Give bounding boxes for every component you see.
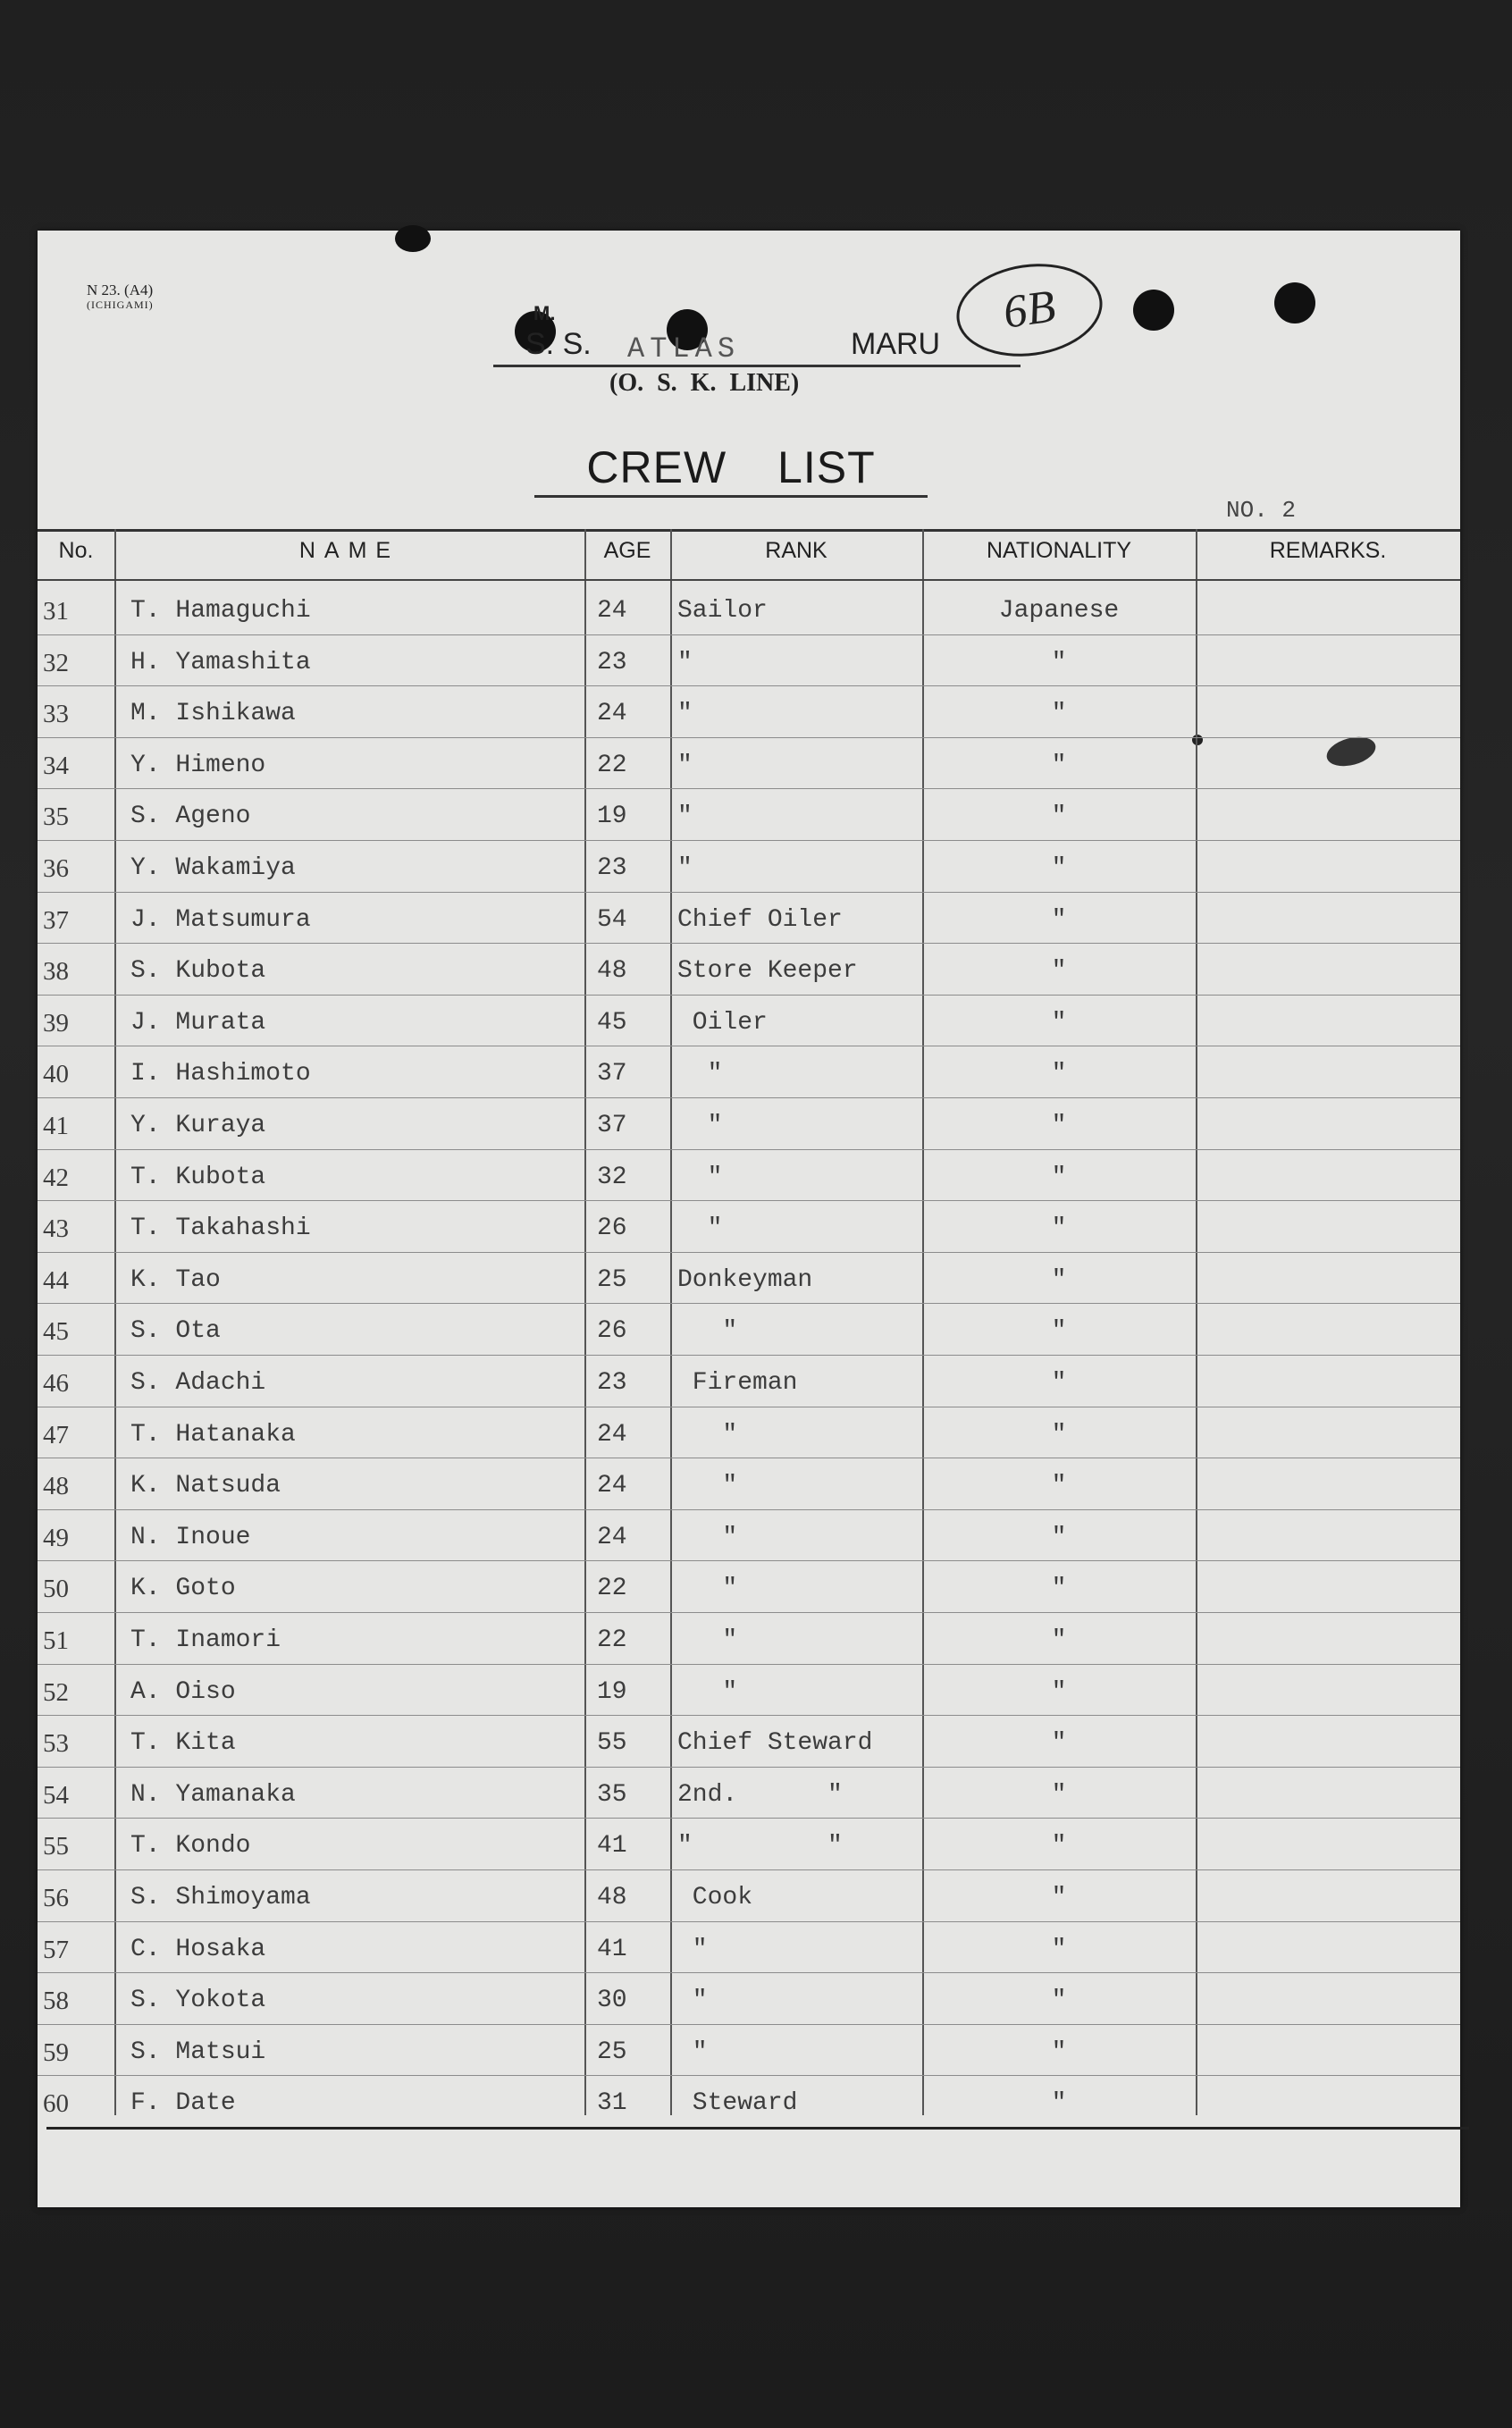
crew-name: S. Yokota: [130, 1987, 266, 2015]
crew-nationality: ": [1051, 2037, 1067, 2066]
crew-name: S. Adachi: [130, 1369, 266, 1397]
crew-age: 25: [597, 1265, 627, 1294]
crew-nationality: ": [1051, 1420, 1067, 1449]
crew-name: S. Ageno: [130, 802, 251, 831]
row-number: 58: [43, 1987, 69, 2016]
crew-age: 26: [597, 1317, 627, 1346]
crew-nationality: ": [1051, 802, 1067, 831]
crew-nationality: ": [1051, 1163, 1067, 1191]
crew-name: N. Inoue: [130, 1523, 251, 1551]
row-number: 51: [43, 1626, 69, 1655]
row-number: 46: [43, 1369, 69, 1398]
crew-nationality: ": [1051, 1729, 1067, 1758]
crew-rank: " ": [677, 1832, 843, 1861]
table-top-rule: [38, 529, 1460, 532]
row-rule: [46, 2127, 1469, 2130]
crew-age: 22: [597, 1626, 627, 1654]
crew-rank: Cook: [677, 1884, 753, 1911]
header-nationality: NATIONALITY: [986, 538, 1132, 563]
row-number: 56: [43, 1884, 69, 1912]
crew-rank: Store Keeper: [677, 957, 858, 986]
crew-nationality: ": [1051, 751, 1067, 779]
crew-nationality: ": [1051, 1884, 1067, 1911]
row-number: 41: [43, 1112, 69, 1140]
crew-rank: ": [677, 1112, 723, 1139]
row-rule: [38, 2024, 1460, 2025]
ship-name: ATLAS: [627, 332, 741, 365]
row-rule: [38, 1664, 1460, 1665]
crew-name: K. Goto: [130, 1575, 236, 1603]
row-rule: [38, 995, 1460, 996]
crew-nationality: ": [1051, 1677, 1067, 1706]
row-number: 39: [43, 1008, 69, 1038]
row-rule: [38, 1149, 1460, 1150]
crew-age: 22: [597, 751, 627, 779]
row-number: 37: [43, 905, 69, 935]
crew-name: F. Date: [130, 2089, 236, 2118]
ship-prefix: S. S.: [525, 327, 592, 361]
crew-age: 25: [597, 2037, 627, 2066]
crew-rank: Oiler: [677, 1008, 768, 1037]
crew-age: 24: [597, 1472, 627, 1500]
crew-rank: Donkeyman: [677, 1265, 813, 1294]
printer-name: (ICHIGAMI): [87, 298, 154, 311]
crew-age: 23: [597, 854, 627, 882]
row-number: 57: [43, 1935, 69, 1964]
column-divider: [584, 529, 586, 2115]
crew-name: Y. Wakamiya: [130, 854, 296, 882]
crew-nationality: ": [1051, 700, 1067, 728]
row-rule: [38, 1303, 1460, 1304]
document-title: CREW LIST: [534, 441, 928, 498]
crew-age: 30: [597, 1987, 627, 2015]
crew-name: K. Tao: [130, 1265, 221, 1294]
row-rule: [38, 1767, 1460, 1768]
crew-list-sheet: [38, 231, 1460, 2207]
crew-age: 32: [597, 1163, 627, 1191]
crew-rank: Sailor: [677, 597, 768, 625]
crew-age: 54: [597, 905, 627, 934]
crew-rank: ": [677, 854, 693, 882]
punch-hole: [1133, 290, 1174, 331]
header-no: No.: [58, 538, 94, 563]
punch-hole: [1274, 282, 1315, 323]
crew-name: H. Yamashita: [130, 648, 311, 676]
crew-rank: Chief Oiler: [677, 905, 843, 934]
list-number: NO. 2: [1226, 497, 1297, 524]
crew-age: 48: [597, 957, 627, 986]
crew-age: 37: [597, 1112, 627, 1139]
row-rule: [38, 943, 1460, 944]
header-rank: RANK: [765, 538, 827, 563]
crew-age: 23: [597, 648, 627, 676]
crew-age: 41: [597, 1832, 627, 1861]
crew-name: T. Hatanaka: [130, 1420, 296, 1449]
crew-nationality: ": [1051, 1060, 1067, 1088]
crew-nationality: ": [1051, 1008, 1067, 1037]
crew-name: S. Matsui: [130, 2037, 266, 2066]
crew-name: C. Hosaka: [130, 1935, 266, 1963]
crew-rank: Chief Steward: [677, 1729, 873, 1758]
column-divider: [1196, 529, 1197, 2115]
crew-name: T. Kubota: [130, 1163, 266, 1191]
row-number: 54: [43, 1780, 69, 1810]
row-number: 38: [43, 957, 69, 987]
crew-age: 19: [597, 802, 627, 831]
crew-rank: ": [677, 1214, 723, 1243]
crew-age: 24: [597, 700, 627, 728]
crew-rank: Fireman: [677, 1369, 798, 1397]
row-number: 60: [43, 2089, 69, 2119]
crew-rank: ": [677, 1420, 738, 1449]
crew-age: 26: [597, 1214, 627, 1243]
crew-rank: 2nd. ": [677, 1780, 843, 1809]
row-number: 43: [43, 1214, 69, 1244]
crew-age: 22: [597, 1575, 627, 1603]
crew-rank: ": [677, 648, 693, 676]
shipping-line: (O. S. K. LINE): [609, 369, 800, 397]
crew-age: 24: [597, 1523, 627, 1551]
crew-name: T. Inamori: [130, 1626, 281, 1654]
crew-name: K. Natsuda: [130, 1472, 281, 1500]
row-number: 55: [43, 1832, 69, 1861]
row-rule: [38, 1869, 1460, 1870]
crew-name: S. Ota: [130, 1317, 221, 1346]
row-number: 32: [43, 648, 69, 677]
crew-name: I. Hashimoto: [130, 1060, 311, 1088]
crew-nationality: ": [1051, 648, 1067, 676]
row-rule: [38, 737, 1460, 738]
row-number: 52: [43, 1677, 69, 1707]
crew-rank: ": [677, 1163, 723, 1191]
row-rule: [38, 1715, 1460, 1716]
crew-name: J. Murata: [130, 1008, 266, 1037]
crew-nationality: ": [1051, 1987, 1067, 2015]
row-rule: [38, 685, 1460, 686]
crew-nationality: ": [1051, 854, 1067, 882]
crew-rank: ": [677, 1935, 708, 1963]
column-divider: [114, 529, 116, 2115]
crew-name: S. Shimoyama: [130, 1884, 311, 1911]
row-rule: [38, 1560, 1460, 1561]
form-number: [87, 282, 154, 313]
crew-rank: ": [677, 1060, 723, 1088]
row-number: 40: [43, 1060, 69, 1089]
form-number-text: N 23. (A4): [87, 281, 154, 298]
crew-nationality: ": [1051, 1472, 1067, 1500]
crew-nationality: ": [1051, 2089, 1067, 2118]
crew-nationality: ": [1051, 1369, 1067, 1397]
header-remarks: REMARKS.: [1269, 538, 1387, 563]
row-number: 50: [43, 1575, 69, 1604]
crew-age: 19: [597, 1677, 627, 1706]
crew-rank: ": [677, 1987, 708, 2015]
crew-age: 24: [597, 1420, 627, 1449]
crew-age: 35: [597, 1780, 627, 1809]
crew-nationality: ": [1051, 1523, 1067, 1551]
crew-rank: Steward: [677, 2089, 798, 2118]
row-rule: [38, 634, 1460, 635]
row-rule: [38, 2075, 1460, 2076]
punch-hole: [395, 225, 431, 252]
ship-suffix: MARU: [851, 327, 941, 361]
row-rule: [38, 1972, 1460, 1973]
crew-nationality: ": [1051, 1112, 1067, 1139]
header-rule: [38, 579, 1460, 581]
crew-name: T. Kondo: [130, 1832, 251, 1861]
crew-name: A. Oiso: [130, 1677, 236, 1706]
crew-rank: ": [677, 802, 693, 831]
crew-name: Y. Himeno: [130, 751, 266, 779]
crew-nationality: ": [1051, 1626, 1067, 1654]
crew-nationality: ": [1051, 1265, 1067, 1294]
crew-age: 48: [597, 1884, 627, 1911]
row-number: 31: [43, 597, 69, 626]
row-rule: [38, 1200, 1460, 1201]
crew-age: 55: [597, 1729, 627, 1758]
row-rule: [38, 840, 1460, 841]
crew-name: N. Yamanaka: [130, 1780, 296, 1809]
crew-name: T. Takahashi: [130, 1214, 311, 1243]
crew-rank: ": [677, 1677, 738, 1706]
crew-age: 31: [597, 2089, 627, 2118]
row-number: 36: [43, 854, 69, 883]
crew-age: 37: [597, 1060, 627, 1088]
crew-name: T. Hamaguchi: [130, 597, 311, 625]
crew-rank: ": [677, 2037, 708, 2066]
crew-rank: ": [677, 700, 693, 728]
crew-nationality: ": [1051, 1575, 1067, 1603]
crew-nationality: ": [1051, 957, 1067, 986]
crew-nationality: ": [1051, 1832, 1067, 1861]
crew-nationality: ": [1051, 1317, 1067, 1346]
row-rule: [38, 1612, 1460, 1613]
crew-age: 24: [597, 597, 627, 625]
crew-rank: ": [677, 1575, 738, 1603]
row-number: 53: [43, 1729, 69, 1759]
row-number: 44: [43, 1265, 69, 1295]
crew-rank: ": [677, 1317, 738, 1346]
row-number: 49: [43, 1523, 69, 1552]
row-rule: [38, 892, 1460, 893]
row-number: 34: [43, 751, 69, 780]
row-number: 42: [43, 1163, 69, 1192]
crew-nationality: ": [1051, 1935, 1067, 1963]
row-number: 59: [43, 2037, 69, 2067]
crew-age: 45: [597, 1008, 627, 1037]
crew-rank: ": [677, 1626, 738, 1654]
header-age: AGE: [603, 538, 651, 563]
row-rule: [38, 1818, 1460, 1819]
crew-rank: ": [677, 1523, 738, 1551]
crew-nationality: ": [1051, 1780, 1067, 1809]
crew-nationality: Japanese: [998, 597, 1120, 625]
row-number: 45: [43, 1317, 69, 1347]
row-rule: [38, 1097, 1460, 1098]
row-number: 33: [43, 700, 69, 729]
column-divider: [670, 529, 672, 2115]
row-rule: [38, 788, 1460, 789]
header-name: NAME: [298, 538, 400, 563]
row-number: 48: [43, 1472, 69, 1501]
crew-name: S. Kubota: [130, 957, 266, 986]
crew-name: M. Ishikawa: [130, 700, 296, 728]
crew-rank: ": [677, 751, 693, 779]
row-number: 35: [43, 802, 69, 832]
crew-age: 41: [597, 1935, 627, 1963]
crew-table: [38, 529, 1460, 2119]
crew-name: Y. Kuraya: [130, 1112, 266, 1139]
crew-name: J. Matsumura: [130, 905, 311, 934]
row-rule: [38, 1355, 1460, 1356]
row-rule: [38, 1509, 1460, 1510]
crew-nationality: ": [1051, 1214, 1067, 1243]
ship-m: M.: [533, 302, 556, 324]
row-number: 47: [43, 1420, 69, 1449]
row-rule: [38, 1921, 1460, 1922]
page-number-stamp: 6B: [951, 255, 1109, 365]
crew-rank: ": [677, 1472, 738, 1500]
crew-age: 23: [597, 1369, 627, 1397]
crew-nationality: ": [1051, 905, 1067, 934]
crew-name: T. Kita: [130, 1729, 236, 1758]
row-rule: [38, 1252, 1460, 1253]
